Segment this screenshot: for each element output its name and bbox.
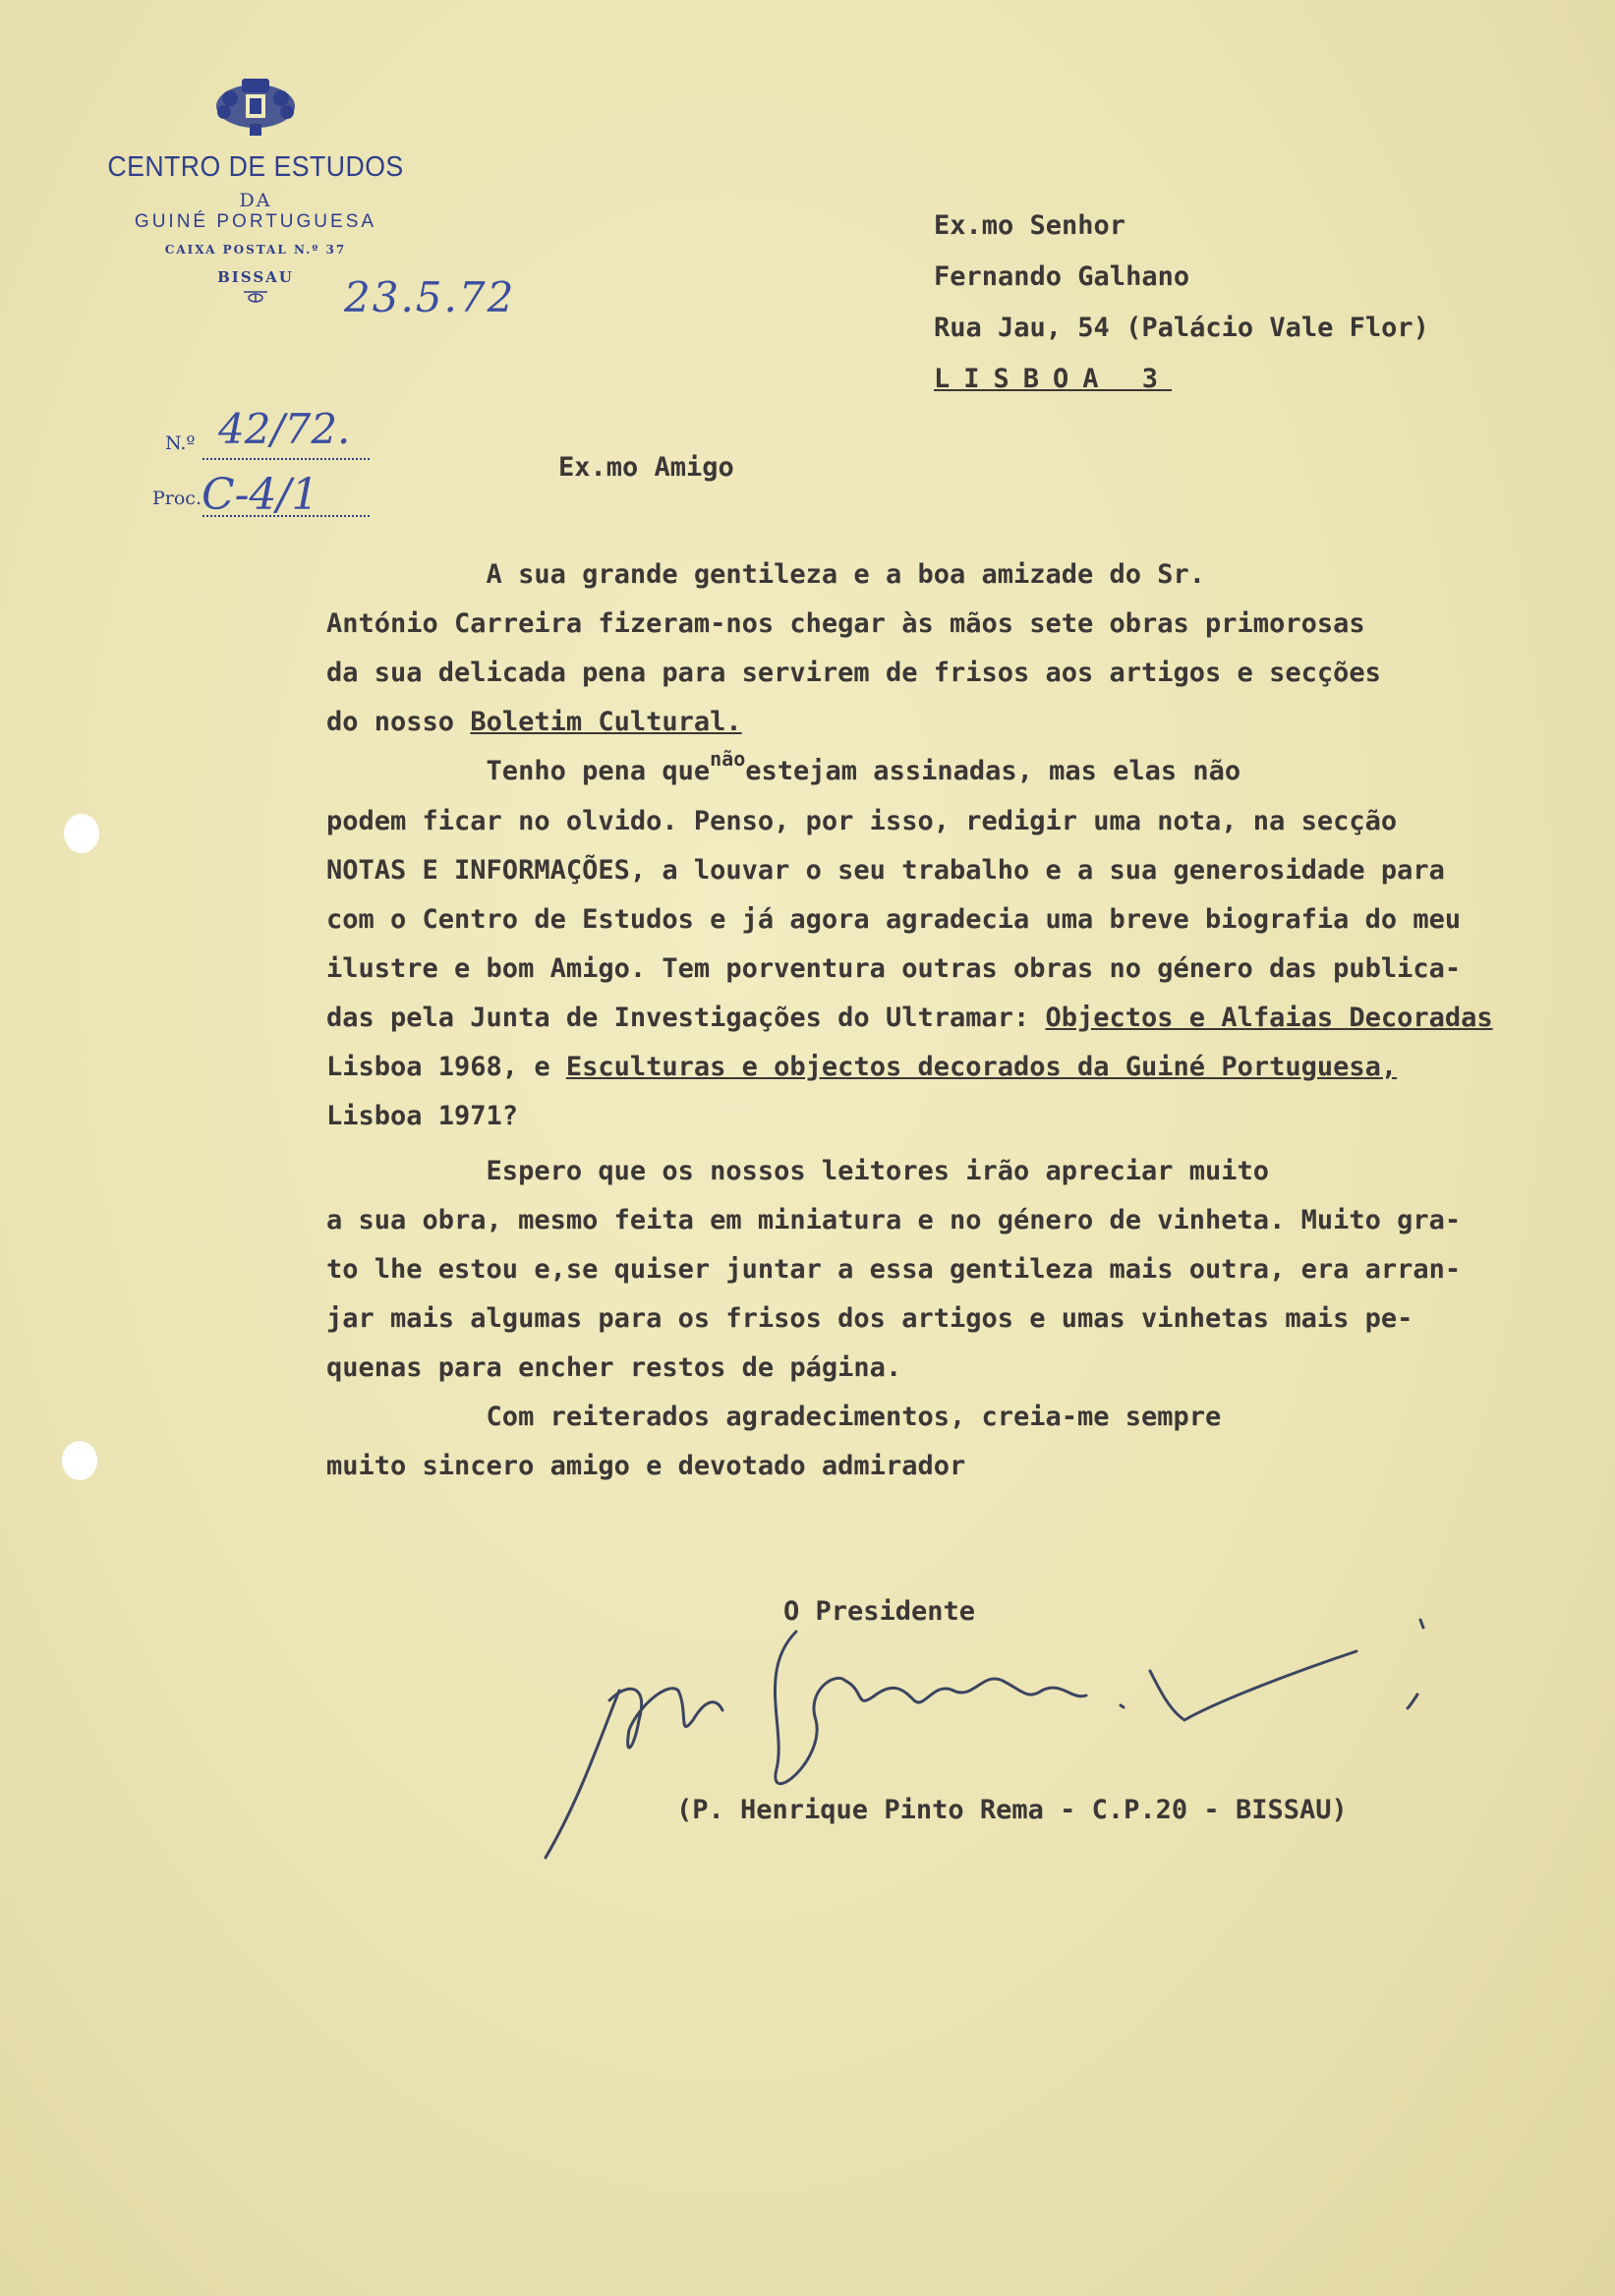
body-line: podem ficar no olvido. Penso, por isso, redigir uma nota, na secção <box>326 806 1398 836</box>
recipient-line-1: Ex.mo Senhor <box>934 210 1126 241</box>
body-line: António Carreira fizeram-nos chegar às mãos sete obras primorosas <box>326 608 1365 639</box>
body-text: do nosso <box>326 707 471 737</box>
body-line: a sua obra, mesmo feita em miniatura e no género de vinheta. Muito gra- <box>326 1205 1462 1235</box>
number-dotted-line <box>202 458 370 460</box>
publication-title: Boletim Cultural. <box>470 707 742 737</box>
body-line: Lisboa 1971? <box>326 1101 519 1131</box>
handwritten-proc: C-4/1 <box>202 470 319 520</box>
handwritten-number: 42/72. <box>218 405 351 453</box>
punch-hole <box>64 814 99 853</box>
handwritten-signature <box>531 1612 1465 1867</box>
body-line: da sua delicada pena para servirem de frisos aos artigos e secções <box>326 658 1381 688</box>
salutation: Ex.mo Amigo <box>558 452 734 483</box>
body-line: quenas para encher restos de página. <box>326 1352 902 1383</box>
publication-title: Esculturas e objectos decorados da Guiné Portuguesa, <box>565 1052 1398 1082</box>
body-text: Lisboa 1968, e <box>326 1052 566 1082</box>
body-line: ilustre e bom Amigo. Tem porventura outras obras no género das publica- <box>326 953 1462 984</box>
number-label: N.º <box>165 432 196 454</box>
small-emblem-icon <box>244 290 267 304</box>
coat-of-arms-icon <box>210 69 301 140</box>
body-line <box>326 747 1604 797</box>
body-line: Com reiterados agradecimentos, creia-me sempre <box>326 1402 1222 1432</box>
publication-title: Objectos e Alfaias Decoradas <box>1045 1003 1493 1033</box>
letter-body <box>326 550 1604 1491</box>
body-line: com o Centro de Estudos e já agora agradecia uma breve biografia do meu <box>326 904 1462 935</box>
postal-box: CAIXA POSTAL N.º 37 <box>164 243 347 257</box>
body-text: Tenho pena que <box>326 756 711 786</box>
org-name-da: DA <box>239 190 272 211</box>
recipient-line-3: Rua Jau, 54 (Palácio Vale Flor) <box>934 313 1429 343</box>
closing-title: O Presidente <box>783 1596 976 1627</box>
body-text: das pela Junta de Investigações do Ultramar: <box>326 1003 1046 1033</box>
org-name: CENTRO DE ESTUDOS <box>107 151 404 183</box>
recipient-city: LISBOA 3 <box>934 364 1173 394</box>
body-line: Espero que os nossos leitores irão apreciar muito <box>326 1156 1270 1186</box>
body-line <box>326 698 1604 747</box>
proc-label: Proc. <box>152 488 202 509</box>
recipient-line-2: Fernando Galhano <box>934 261 1190 292</box>
body-line: A sua grande gentileza e a boa amizade do Sr. <box>326 559 1206 590</box>
body-line: to lhe estou e,se quiser juntar a essa gentileza mais outra, era arran- <box>326 1254 1462 1285</box>
punch-hole <box>62 1441 97 1480</box>
body-line: muito sincero amigo e devotado admirador <box>326 1451 966 1481</box>
letterhead <box>79 69 433 308</box>
recipient-address <box>934 201 1429 405</box>
body-line: NOTAS E INFORMAÇÕES, a louvar o seu trabalho e a sua generosidade para <box>326 855 1445 886</box>
body-line <box>326 994 1604 1043</box>
org-city: BISSAU <box>217 268 294 286</box>
org-name-country: GUINÉ PORTUGUESA <box>134 211 377 232</box>
body-line <box>326 1043 1604 1092</box>
handwritten-date: 23.5.72 <box>344 273 516 321</box>
body-line: jar mais algumas para os frisos dos artigos e umas vinhetas mais pe- <box>326 1303 1413 1334</box>
body-text: estejam assinadas, mas elas não <box>745 756 1241 786</box>
inserted-word: não <box>710 747 746 771</box>
signatory-name: (P. Henrique Pinto Rema - C.P.20 - BISSAU) <box>676 1795 1348 1825</box>
